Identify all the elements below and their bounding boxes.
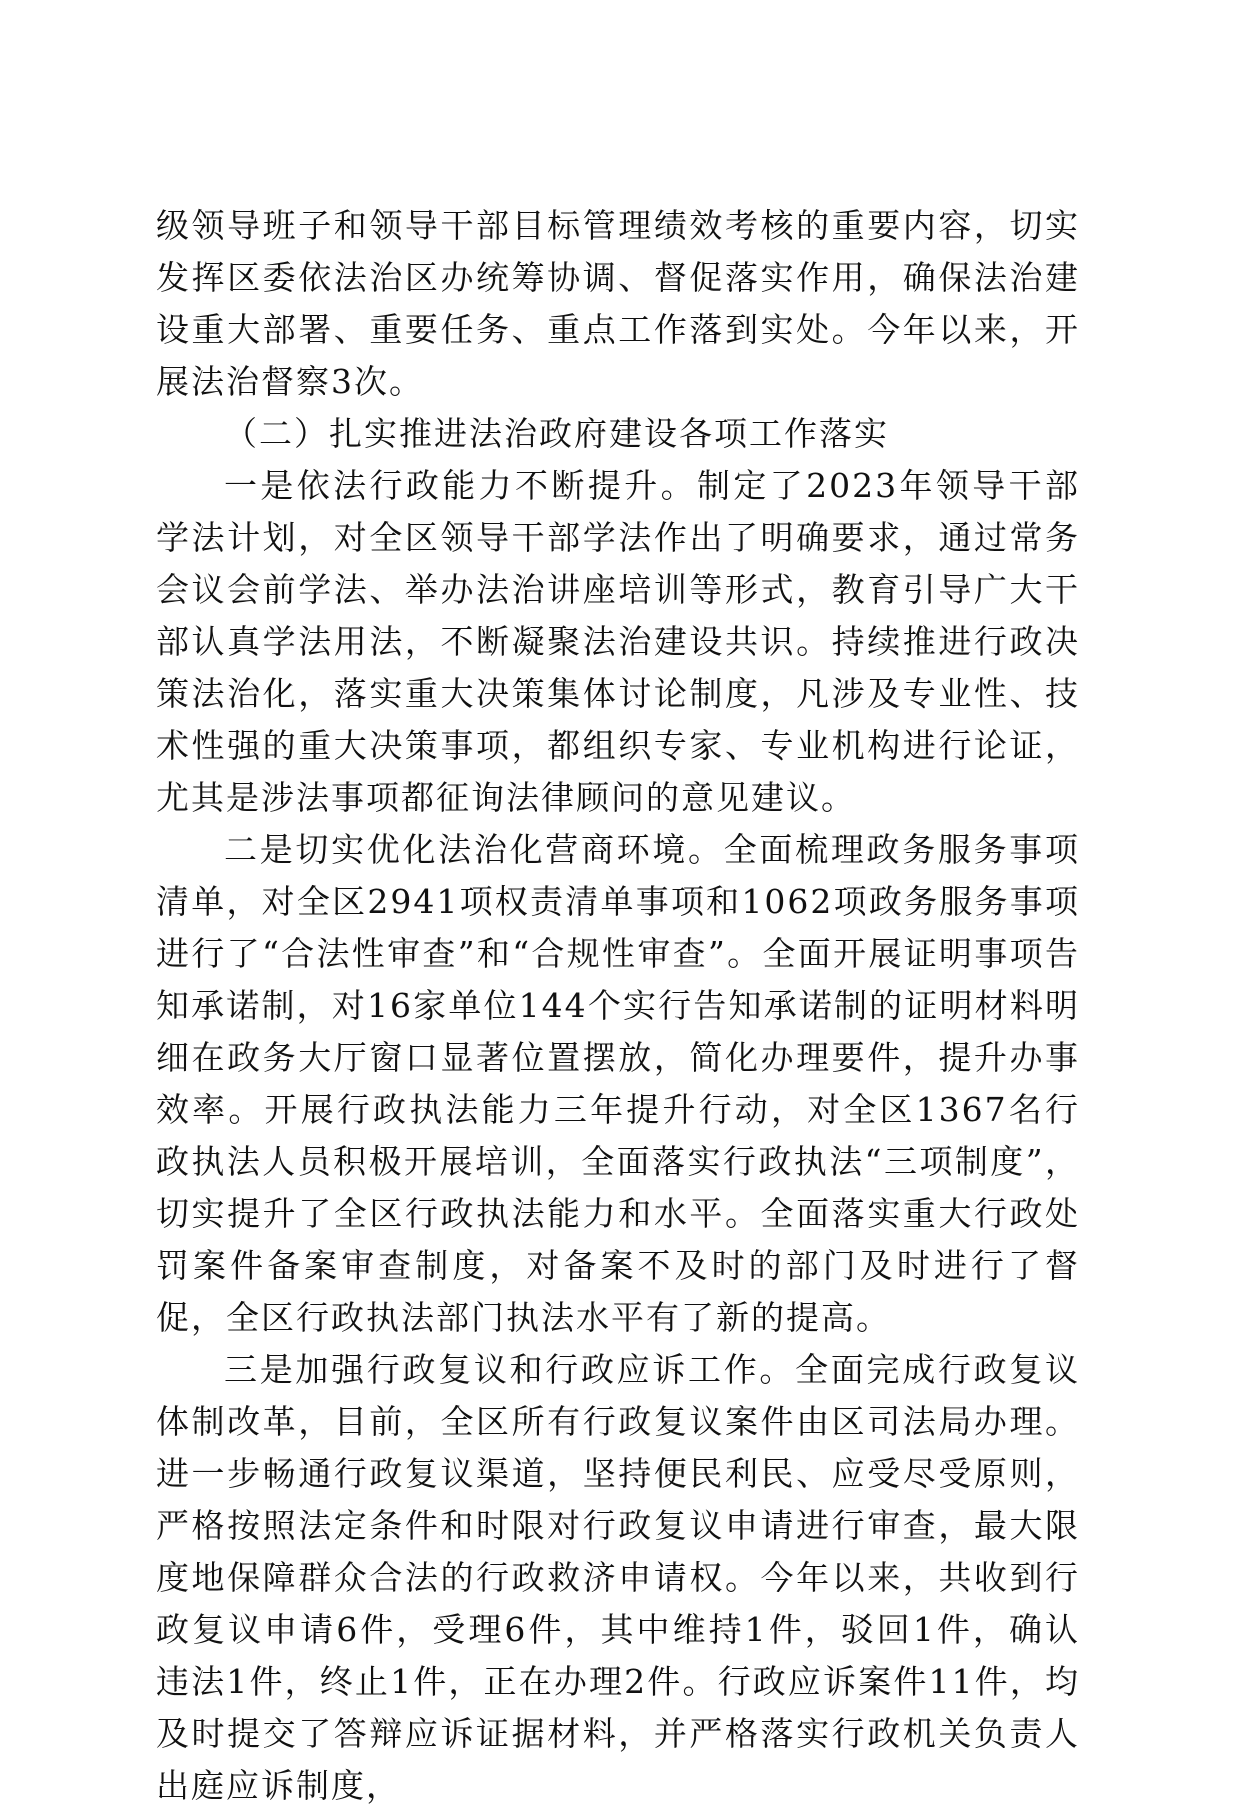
paragraph-administrative-review: 三是加强行政复议和行政应诉工作。全面完成行政复议体制改革，目前，全区所有行政复议案件由区司法局办理。进一步畅通行政复议渠道，坚持便民利民、应受尽受原则，严格按照法定条件和时限对行政复议申请进行审查，最大限度地保障群众合法的行政救济申请权。今年以来，共收到行政复议申请6件，受理6件，其中维持1件，驳回1件，确认违法1件，终止1件，正在办理2件。行政应诉案件11件，均及时提交了答辩应诉证据材料，并严格落实行政机关负责人出庭应诉制度， xyxy=(156,1350,1080,1805)
section-heading: （二）扎实推进法治政府建设各项工作落实 xyxy=(224,414,889,453)
paragraph-continuation: 级领导班子和领导干部目标管理绩效考核的重要内容，切实发挥区委依法治区办统筹协调、督促落实作用，确保法治建设重大部署、重要任务、重点工作落到实处。今年以来，开展法治督察3次。 xyxy=(156,206,1080,401)
document-body xyxy=(156,200,1080,1812)
paragraph-business-environment: 二是切实优化法治化营商环境。全面梳理政务服务事项清单，对全区2941项权责清单事项和1062项政务服务事项进行了“合法性审查”和“合规性审查”。全面开展证明事项告知承诺制，对16家单位144个实行告知承诺制的证明材料明细在政务大厅窗口显著位置摆放，简化办理要件，提升办事效率。开展行政执法能力三年提升行动，对全区1367名行政执法人员积极开展培训，全面落实行政执法“三项制度”，切实提升了全区行政执法能力和水平。全面落实重大行政处罚案件备案审查制度，对备案不及时的部门及时进行了督促，全区行政执法部门执法水平有了新的提高。 xyxy=(156,830,1080,1337)
paragraph-administrative-capacity: 一是依法行政能力不断提升。制定了2023年领导干部学法计划，对全区领导干部学法作出了明确要求，通过常务会议会前学法、举办法治讲座培训等形式，教育引导广大干部认真学法用法，不断凝聚法治建设共识。持续推进行政决策法治化，落实重大决策集体讨论制度，凡涉及专业性、技术性强的重大决策事项，都组织专家、专业机构进行论证，尤其是涉法事项都征询法律顾问的意见建议。 xyxy=(156,466,1080,817)
